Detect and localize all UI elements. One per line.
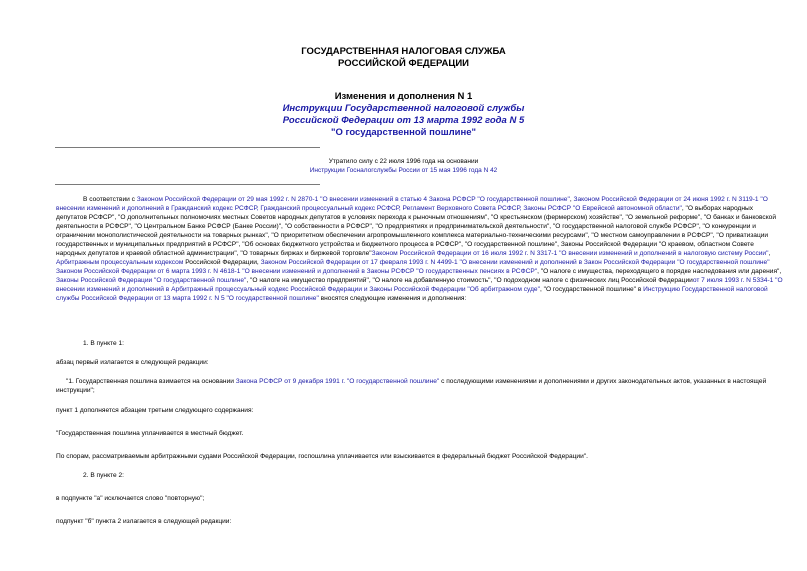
law-link[interactable]: Законом Российской Федерации от 17 февраля 1993 г. N 4499-1 "О внесении изменений и дополнений в Закон Российской Федерации "О государственной пошлине" <box>260 259 770 266</box>
preamble-text: , "О государственной пошлине" в <box>539 286 644 293</box>
document-subtitle-line2[interactable]: Российской Федерации от 13 марта 1992 года N 5 <box>282 115 525 126</box>
law-link[interactable]: Законы Российской Федерации "О государственной пошлине" <box>56 277 247 284</box>
preamble-paragraph <box>56 195 784 332</box>
law-link[interactable]: Законом Российской Федерации от 16 июля 1992 г. N 3317-1 "О внесении изменений и дополнений в налоговую систему России" <box>371 250 769 257</box>
paragraph-intro: абзац первый излагается в следующей редакции: <box>56 359 209 366</box>
document-subtitle-line3[interactable]: "О государственной пошлине" <box>330 127 477 138</box>
org-name-line2: РОССИЙСКОЙ ФЕДЕРАЦИИ <box>337 58 469 69</box>
org-name-line1: ГОСУДАРСТВЕННАЯ НАЛОГОВАЯ СЛУЖБА <box>301 46 506 57</box>
point-2-heading: 2. В пункте 2: <box>83 472 124 479</box>
preamble-text: Российской Федерации, <box>183 259 261 266</box>
status-note-line1: Утратило силу с 22 июля 1996 года на основании <box>328 158 479 165</box>
preamble-text: , "О выборах народных депутатов РСФСР", "О дополнительных полномочиях местных Советов народных депутатов в условиях перехода к рыночным отношениям", "О крестьянском (фермерском) хозяйстве", "О земельной реформе", "О банках и банковской деятельности в РСФСР", "О Центральном Банке РСФСР (Банке России)", "О собственности в РСФСР", "О предприятиях и предпринимательской деятельности", "О государственной налоговой службе РСФСР", "О конкуренции и ограничении монополистической деятельности на товарных рынках", "О приоритетном обеспечении агропромышленного комплекса материально-техническими ресурсами", "О местном самоуправлении в РСФСР", "О приватизации государственных и муниципальных предприятий в РСФСР", "Об основах бюджетного устройства и бюджетного процесса в РСФСР", "О государственной пошлине", Законы Российской Федерации "О краевом, областном Совете народных депутатов и краевой областной администрации", "О товарных биржах и биржевой торговле" <box>56 205 777 257</box>
code-link[interactable]: Арбитражным процессуальным кодексом <box>56 259 184 266</box>
preamble-text: В соответствии с <box>83 196 137 203</box>
divider-bottom <box>55 184 320 185</box>
quote-text: с последующими изменениями и дополнениями и других законодательных актов, указанных в настоящей инструкции"; <box>56 378 767 394</box>
law-link[interactable]: Законом Российской Федерации от 24 июня 1992 г. N 3119-1 "О внесении изменений и дополнений в Гражданский кодекс РСФСР, Гражданский процессуальный кодекс РСФСР, Регламент Верховного Совета РСФСР, Законы РСФСР "О Еврейской автономной области" <box>56 196 768 212</box>
preamble-text: , <box>569 196 574 203</box>
law-link[interactable]: Законом Российской Федерации от 29 мая 1992 г. N 2870-1 "О внесении изменений в статью 4 Закона РСФСР "О государственной пошлине" <box>136 196 570 203</box>
local-budget-text: "Государственная пошлина уплачивается в местный бюджет. <box>56 430 244 437</box>
preamble-text: , "О налоге на имущество предприятий", "О налоге на добавленную стоимость", "О подоходном налоге с физических лиц Российской Федерации <box>246 277 693 284</box>
instruction-link[interactable]: Инструкцию Государственной налоговой службы Российской Федерации от 13 марта 1992 г. N 5 "О государственной пошлине" <box>56 286 768 302</box>
document-title: Изменения и дополнения N 1 <box>334 91 473 102</box>
law-link[interactable]: от 7 июля 1993 г. N 5334-1 "О внесении изменений и дополнений в Арбитражный процессуальный кодекс Российской Федерации и Законы Российской Федерации "Об арбитражном суде" <box>56 277 783 293</box>
law-link[interactable]: Законом Российской Федерации от 6 марта 1993 г. N 4618-1 "О внесении изменений и дополнений в Законы РСФСР "О государственных пенсиях в РСФСР" <box>56 268 538 275</box>
subpoint-b-text: подпункт "б" пункта 2 излагается в следующей редакции: <box>56 518 232 525</box>
quote-text: "1. Государственная пошлина взимается на основании <box>66 378 236 385</box>
federal-budget-text: По спорам, рассматриваемым арбитражными судами Российской Федерации, госпошлина уплачивается или взыскивается в федеральный бюджет Российской Федерации". <box>56 453 588 460</box>
point-1-heading: 1. В пункте 1: <box>83 340 124 347</box>
divider-top <box>55 147 320 148</box>
quote-paragraph <box>56 377 784 395</box>
subpoint-a-text: в подпункте "а" исключается слово "повторную"; <box>56 495 205 502</box>
document-subtitle-line1[interactable]: Инструкции Государственной налоговой службы <box>282 103 525 114</box>
preamble-text: , <box>768 250 771 257</box>
status-note-link[interactable]: Инструкции Госналогслужбы России от 15 мая 1996 года N 42 <box>309 167 498 174</box>
preamble-text: , "О налоге с имущества, переходящего в порядке наследования или дарения", <box>537 268 782 275</box>
point-1-addition: пункт 1 дополняется абзацем третьим следующего содержания: <box>56 407 254 414</box>
law-link[interactable]: Закона РСФСР от 9 декабря 1991 г. "О государственной пошлине" <box>235 378 440 385</box>
preamble-text: вносятся следующие изменения и дополнения: <box>318 295 467 302</box>
